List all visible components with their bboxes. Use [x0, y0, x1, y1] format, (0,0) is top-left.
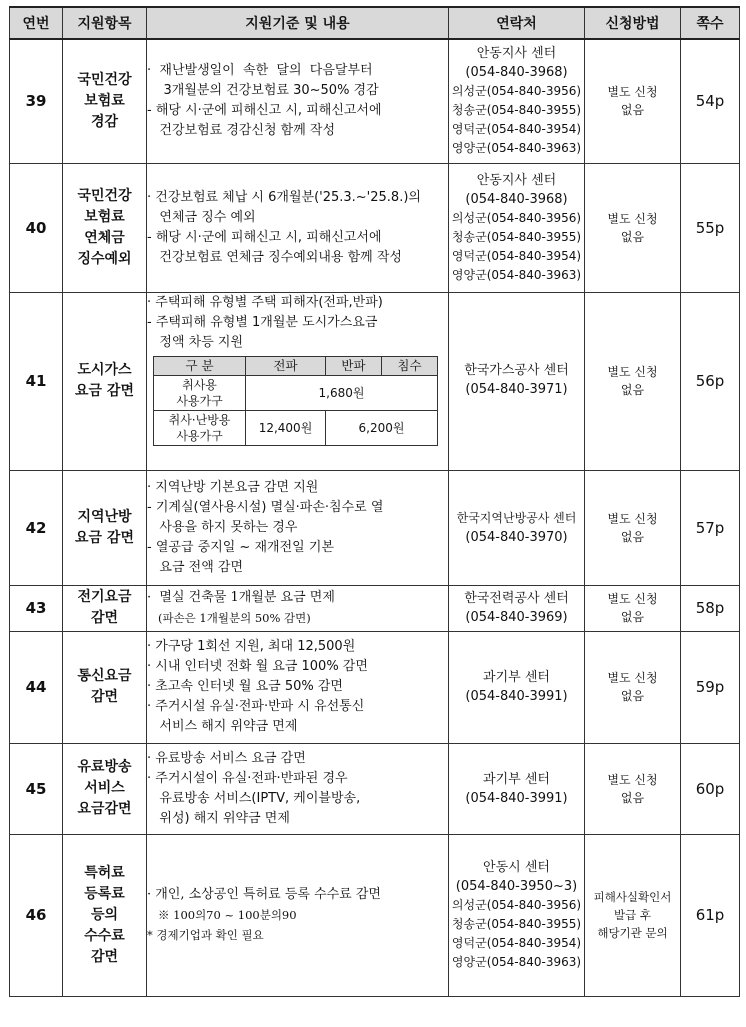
desc-line: 연체금 징수 예외: [147, 209, 256, 225]
page-number: 56p: [681, 292, 740, 470]
contact-line: (054-840-3950~3): [455, 879, 578, 894]
item-line: 국민건강: [77, 71, 132, 88]
support-table-container: [9, 6, 739, 997]
desc-line: - 해당 시·군에 피해신고 시, 피해신고서에: [147, 229, 382, 245]
contact-info: [449, 585, 585, 631]
desc-line: 정액 차등 지원: [147, 334, 244, 350]
support-item: [63, 631, 147, 743]
support-criteria: [147, 834, 449, 996]
contact-line: (054-840-3971): [465, 381, 568, 397]
row-number: 41: [10, 292, 63, 470]
item-line: 국민건강: [77, 187, 132, 204]
row-number: 43: [10, 585, 63, 631]
application-method: [585, 39, 681, 163]
contact-info: [449, 631, 585, 743]
contact-info: [449, 470, 585, 585]
desc-line: 요금 전액 감면: [147, 559, 244, 575]
contact-info: [449, 292, 585, 470]
contact-line: 의성군(054-840-3956): [451, 84, 582, 99]
gas-category-line: 취사·난방용: [168, 412, 231, 427]
page-number: 58p: [681, 585, 740, 631]
contact-line: 한국지역난방공사 센터: [456, 510, 577, 525]
item-line: 보험료: [84, 208, 125, 225]
contact-line: 영양군(054-840-3963): [451, 267, 582, 282]
desc-line: ※ 100의70 ~ 100분의90: [147, 908, 297, 922]
contact-line: 안동시 센터: [483, 860, 550, 875]
item-line: 특허료: [84, 864, 125, 881]
gas-rate-value: 6,200원: [326, 410, 438, 445]
desc-line: - 기계실(열사용시설) 멸실·파손·침수로 열: [147, 499, 384, 515]
contact-line: 안동지사 센터: [476, 46, 557, 62]
support-item: [63, 292, 147, 470]
contact-info: [449, 163, 585, 292]
contact-line: (054-840-3970): [465, 529, 568, 545]
desc-line: · 지역난방 기본요금 감면 지원: [147, 479, 319, 495]
method-line: 별도 신청: [607, 592, 658, 606]
method-line: 별도 신청: [607, 671, 658, 685]
page-number: 57p: [681, 470, 740, 585]
table-row: [10, 631, 740, 743]
header-no: 연번: [10, 7, 63, 39]
item-line: 경감: [90, 113, 119, 130]
desc-line: · 유료방송 서비스 요금 감면: [147, 750, 306, 766]
support-item: [63, 743, 147, 834]
application-method: [585, 292, 681, 470]
gas-rate-row: [154, 375, 438, 410]
header-page: 쪽수: [681, 7, 740, 39]
gas-header-full: 전파: [246, 356, 326, 375]
gas-header-flood: 침수: [382, 356, 438, 375]
item-line: 보험료: [84, 92, 125, 109]
item-line: 전기요금: [77, 589, 132, 605]
desc-line: · 가구당 1회선 지원, 최대 12,500원: [147, 639, 356, 654]
desc-line: · 재난발생일이 속한 달의 다음달부터: [147, 63, 373, 79]
desc-line: 건강보험료 경감신청 함께 작성: [147, 123, 336, 139]
desc-line: · 초고속 인터넷 월 요금 50% 감면: [147, 679, 343, 694]
item-line: 연체금: [84, 229, 125, 246]
gas-rate-header-row: [154, 356, 438, 375]
support-item: [63, 585, 147, 631]
item-line: 요금감면: [77, 801, 132, 817]
item-line: 감면: [90, 689, 119, 705]
table-row: [10, 470, 740, 585]
item-line: 징수예외: [77, 250, 132, 267]
header-method: 신청방법: [585, 7, 681, 39]
method-line: 별도 신청: [607, 365, 658, 379]
application-method: [585, 631, 681, 743]
method-line: 없음: [620, 383, 645, 397]
support-criteria: [147, 470, 449, 585]
method-line: 없음: [620, 529, 645, 544]
gas-category-line: 사용가구: [176, 393, 223, 408]
page-number: 60p: [681, 743, 740, 834]
item-line: 수수료: [84, 927, 125, 944]
method-line: 없음: [620, 610, 645, 624]
gas-rate-table: [153, 356, 438, 446]
gas-header-category: 구 분: [154, 356, 246, 375]
page-number: 61p: [681, 834, 740, 996]
method-line: 해당기관 문의: [597, 926, 668, 940]
method-line: 없음: [620, 689, 645, 703]
application-method: [585, 834, 681, 996]
item-line: 요금 감면: [75, 529, 134, 546]
desc-line: · 주택피해 유형별 주택 피해자(전파,반파): [147, 294, 383, 310]
desc-line: - 열공급 중지일 ~ 재개전일 기본: [147, 539, 334, 555]
contact-line: 영양군(054-840-3963): [451, 955, 582, 969]
item-line: 지역난방: [77, 508, 132, 525]
table-row: [10, 585, 740, 631]
desc-line: · 멸실 건축물 1개월분 요금 면제: [147, 590, 335, 605]
desc-line: (파손은 1개월분의 50% 감면): [147, 611, 311, 625]
support-item: [63, 470, 147, 585]
desc-line: · 주거시설 유실·전파·반파 시 유선통신: [147, 699, 365, 714]
item-line: 감면: [90, 610, 119, 626]
gas-category-line: 취사용: [182, 377, 217, 392]
desc-line: 서비스 해지 위약금 면제: [147, 719, 298, 734]
row-number: 39: [10, 39, 63, 163]
method-line: 별도 신청: [607, 85, 658, 100]
row-number: 45: [10, 743, 63, 834]
desc-line: - 해당 시·군에 피해신고 시, 피해신고서에: [147, 103, 382, 119]
contact-line: 영덕군(054-840-3954): [451, 936, 582, 950]
contact-line: (054-840-3991): [465, 689, 568, 704]
contact-line: 영덕군(054-840-3954): [451, 122, 582, 137]
contact-line: 과기부 센터: [483, 771, 550, 787]
method-line: 별도 신청: [607, 772, 658, 787]
support-table: [9, 6, 740, 997]
application-method: [585, 743, 681, 834]
method-line: 없음: [620, 790, 645, 805]
support-item: [63, 163, 147, 292]
contact-line: 영양군(054-840-3963): [451, 141, 582, 156]
method-line: 없음: [620, 103, 645, 118]
gas-category-cell: [154, 375, 246, 410]
desc-line: 3개월분의 건강보험료 30~50% 경감: [147, 83, 379, 99]
gas-header-half: 반파: [326, 356, 382, 375]
contact-line: 청송군(054-840-3955): [451, 103, 582, 118]
contact-info: [449, 834, 585, 996]
desc-line: · 주거시설이 유실·전파·반파된 경우: [147, 770, 348, 786]
desc-line: 건강보험료 연체금 징수예외내용 함께 작성: [147, 249, 402, 265]
contact-line: 한국가스공사 센터: [464, 362, 569, 378]
item-line: 등록료: [84, 885, 125, 902]
table-header-row: [10, 7, 740, 39]
desc-line: · 시내 인터넷 전화 월 요금 100% 감면: [147, 659, 368, 674]
gas-category-line: 사용가구: [176, 428, 223, 443]
item-line: 통신요금: [77, 668, 132, 684]
contact-line: 의성군(054-840-3956): [451, 898, 582, 912]
header-desc: 지원기준 및 내용: [147, 7, 449, 39]
support-item: [63, 834, 147, 996]
page-number: 55p: [681, 163, 740, 292]
row-number: 40: [10, 163, 63, 292]
gas-rate-row: [154, 410, 438, 445]
item-line: 요금 감면: [75, 383, 134, 399]
desc-line: · 건강보험료 체납 시 6개월분('25.3.~'25.8.)의: [147, 189, 421, 205]
application-method: [585, 585, 681, 631]
support-criteria: [147, 39, 449, 163]
table-row: [10, 834, 740, 996]
support-criteria: [147, 631, 449, 743]
page-number: 59p: [681, 631, 740, 743]
contact-line: 청송군(054-840-3955): [451, 917, 582, 931]
item-line: 등의: [90, 906, 119, 923]
row-number: 46: [10, 834, 63, 996]
row-number: 42: [10, 470, 63, 585]
contact-line: 영덕군(054-840-3954): [451, 248, 582, 263]
desc-line: * 경제기업과 확인 필요: [147, 928, 264, 942]
item-line: 유료방송: [77, 759, 132, 775]
method-line: 별도 신청: [607, 511, 658, 526]
contact-line: 안동지사 센터: [476, 172, 557, 188]
contact-info: [449, 39, 585, 163]
table-row: [10, 163, 740, 292]
method-line: 피해사실확인서: [593, 890, 672, 904]
item-line: 도시가스: [77, 362, 132, 378]
item-line: 서비스: [84, 780, 125, 796]
table-row: [10, 292, 740, 470]
method-line: 발급 후: [614, 908, 651, 922]
contact-line: 과기부 센터: [483, 670, 550, 685]
item-line: 감면: [90, 948, 119, 965]
gas-rate-value: 1,680원: [246, 375, 438, 410]
row-number: 44: [10, 631, 63, 743]
support-criteria: [147, 743, 449, 834]
contact-line: 한국전력공사 센터: [464, 591, 569, 606]
method-line: 별도 신청: [607, 211, 658, 226]
gas-rate-value: 12,400원: [246, 410, 326, 445]
contact-line: (054-840-3968): [465, 65, 568, 81]
contact-line: (054-840-3991): [465, 790, 568, 806]
contact-line: 청송군(054-840-3955): [451, 229, 582, 244]
desc-line: · 개인, 소상공인 특허료 등록 수수료 감면: [147, 887, 381, 902]
header-contact: 연락처: [449, 7, 585, 39]
application-method: [585, 470, 681, 585]
contact-line: (054-840-3969): [465, 610, 568, 625]
table-row: [10, 39, 740, 163]
contact-line: (054-840-3968): [465, 191, 568, 207]
desc-line: - 주택피해 유형별 1개월분 도시가스요금: [147, 314, 378, 330]
support-item: [63, 39, 147, 163]
table-row: [10, 743, 740, 834]
desc-line: 위성) 해지 위약금 면제: [147, 810, 290, 826]
support-criteria: [147, 163, 449, 292]
contact-info: [449, 743, 585, 834]
page-number: 54p: [681, 39, 740, 163]
header-item: 지원항목: [63, 7, 147, 39]
method-line: 없음: [620, 229, 645, 244]
support-criteria: [147, 292, 449, 470]
desc-line: 사용을 하지 못하는 경우: [147, 519, 298, 535]
application-method: [585, 163, 681, 292]
support-criteria: [147, 585, 449, 631]
contact-line: 의성군(054-840-3956): [451, 210, 582, 225]
desc-line: 유료방송 서비스(IPTV, 케이블방송,: [147, 790, 361, 806]
gas-category-cell: [154, 410, 246, 445]
